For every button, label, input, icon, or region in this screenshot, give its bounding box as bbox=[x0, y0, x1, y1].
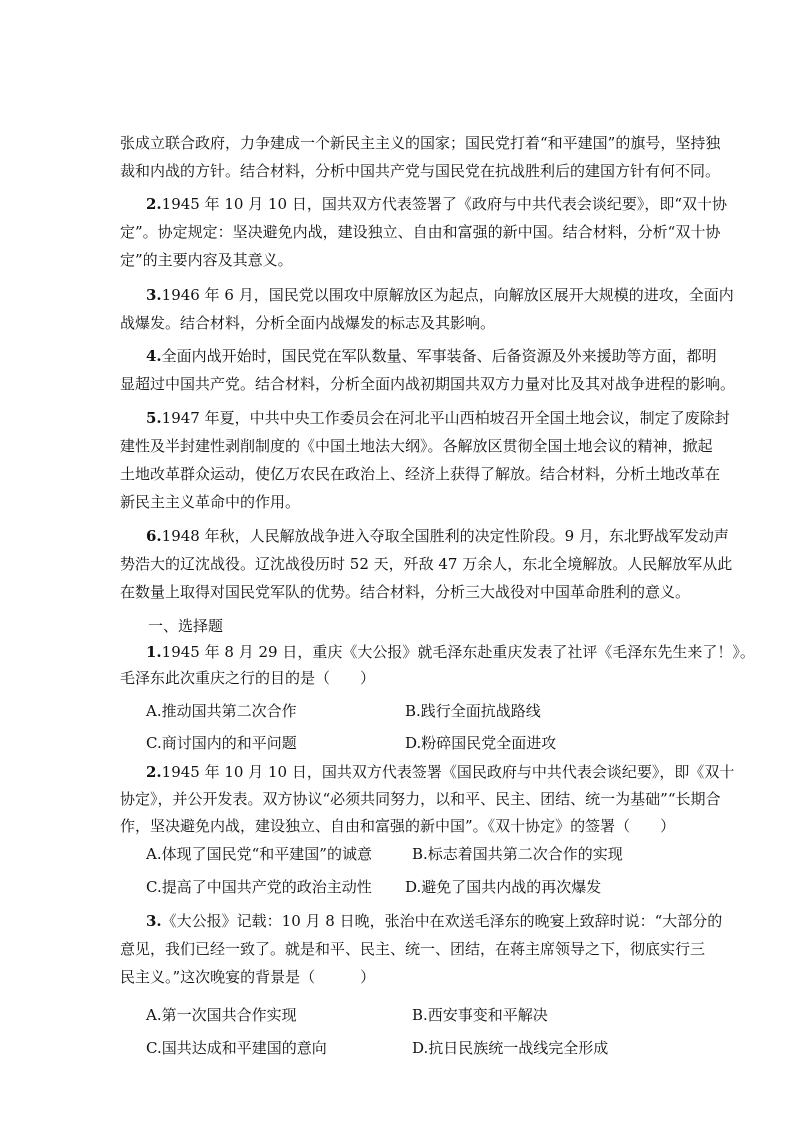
option-a: A.体现了国民党“和平建国”的诚意 bbox=[146, 845, 372, 863]
question-text: 1945 年 10 月 10 日，国共双方代表签署《国民政府与中共代表会谈纪要》，即《双十 bbox=[161, 763, 735, 781]
question-number: 6. bbox=[146, 527, 162, 545]
option-b: B.标志着国共第二次合作的实现 bbox=[412, 845, 623, 863]
option-a: A.第一次国共合作实现 bbox=[146, 1006, 297, 1024]
option-b: B.西安事变和平解决 bbox=[412, 1006, 548, 1024]
option-b: B.践行全面抗战路线 bbox=[405, 702, 541, 720]
text-line: 新民主主义革命中的作用。 bbox=[120, 493, 301, 511]
text-line: 裁和内战的方针。结合材料，分析中国共产党与国民党在抗战胜利后的建国方针有何不同。 bbox=[120, 162, 721, 180]
text-line: 民主义。”这次晚宴的背景是（ ） bbox=[120, 968, 376, 986]
question-text: 1945 年 8 月 29 日，重庆《大公报》就毛泽东赴重庆发表了社评《毛泽东先生来了！》。 bbox=[161, 643, 755, 661]
text-line: 协定》，并公开发表。双方协议“必须共同努力，以和平、民主、团结、统一为基础”“长期合 bbox=[120, 790, 721, 808]
text-line: 势浩大的辽沈战役。辽沈战役历时 52 天，歼敌 47 万余人，东北全境解放。人民解放军从此 bbox=[120, 555, 733, 573]
question-text: 1948 年秋，人民解放战争进入夺取全国胜利的决定性阶段。9 月，东北野战军发动声 bbox=[161, 527, 729, 545]
choice-question-1 bbox=[146, 641, 755, 663]
question-text: 《大公报》记载：10 月 8 日晚，张治中在欢送毛泽东的晚宴上致辞时说：“大部分的 bbox=[161, 912, 723, 930]
question-text: 全面内战开始时，国民党在军队数量、军事装备、后备资源及外来援助等方面，都明 bbox=[161, 347, 717, 365]
option-c: C.商讨国内的和平问题 bbox=[146, 734, 297, 752]
option-d: D.抗日民族统一战线完全形成 bbox=[412, 1039, 609, 1057]
question-number: 5. bbox=[146, 409, 162, 427]
question-text: 1947 年夏，中共中央工作委员会在河北平山西柏坡召开全国土地会议，制定了废除封 bbox=[161, 409, 730, 427]
essay-question-2 bbox=[146, 193, 727, 215]
option-d: D.避免了国共内战的再次爆发 bbox=[405, 878, 602, 896]
text-line: 张成立联合政府，力争建成一个新民主主义的国家；国民党打着“和平建国”的旗号，坚持独 bbox=[120, 134, 721, 152]
text-line: 建性及半封建性剥削制度的《中国土地法大纲》。各解放区贯彻全国土地会议的精神，掀起 bbox=[120, 437, 713, 455]
choice-question-3 bbox=[146, 910, 722, 932]
text-line: 土地改革群众运动，使亿万农民在政治上、经济上获得了解放。结合材料，分析土地改革在 bbox=[120, 465, 721, 483]
question-number: 2. bbox=[146, 763, 162, 781]
question-number: 3. bbox=[146, 286, 162, 304]
text-line: 定”的主要内容及其意义。 bbox=[120, 251, 293, 269]
text-line: 战爆发。结合材料，分析全面内战爆发的标志及其影响。 bbox=[120, 314, 496, 332]
question-number: 1. bbox=[146, 643, 162, 661]
choice-question-2 bbox=[146, 761, 734, 783]
question-number: 2. bbox=[146, 195, 162, 213]
text-line: 定”。协定规定：坚决避免内战，建设独立、自由和富强的新中国。结合材料，分析“双十协 bbox=[120, 223, 721, 241]
option-d: D.粉碎国民党全面进攻 bbox=[405, 734, 557, 752]
question-number: 3. bbox=[146, 912, 162, 930]
essay-question-4 bbox=[146, 345, 717, 367]
option-c: C.提高了中国共产党的政治主动性 bbox=[146, 878, 372, 896]
option-a: A.推动国共第二次合作 bbox=[146, 702, 297, 720]
question-text: 1946 年 6 月，国民党以围攻中原解放区为起点，向解放区展开大规模的进攻，全面内 bbox=[161, 286, 734, 304]
text-line: 意见，我们已经一致了。就是和平、民主、统一、团结，在蒋主席领导之下，彻底实行三 bbox=[120, 940, 706, 958]
essay-question-5 bbox=[146, 407, 730, 429]
section-heading: 一、选择题 bbox=[148, 617, 224, 635]
text-line: 毛泽东此次重庆之行的目的是（ ） bbox=[120, 669, 376, 687]
text-line: 显超过中国共产党。结合材料，分析全面内战初期国共双方力量对比及其对战争进程的影响。 bbox=[120, 375, 736, 393]
text-line: 作，坚决避免内战，建设独立、自由和富强的新中国”。《双十协定》的签署（ ） bbox=[120, 817, 676, 835]
essay-question-3 bbox=[146, 284, 734, 306]
question-text: 1945 年 10 月 10 日，国共双方代表签署了《政府与中共代表会谈纪要》，即“双十协 bbox=[161, 195, 728, 213]
option-c: C.国共达成和平建国的意向 bbox=[146, 1039, 327, 1057]
essay-question-6 bbox=[146, 525, 729, 547]
text-line: 在数量上取得对国民党军队的优势。结合材料，分析三大战役对中国革命胜利的意义。 bbox=[120, 583, 691, 601]
question-number: 4. bbox=[146, 347, 162, 365]
